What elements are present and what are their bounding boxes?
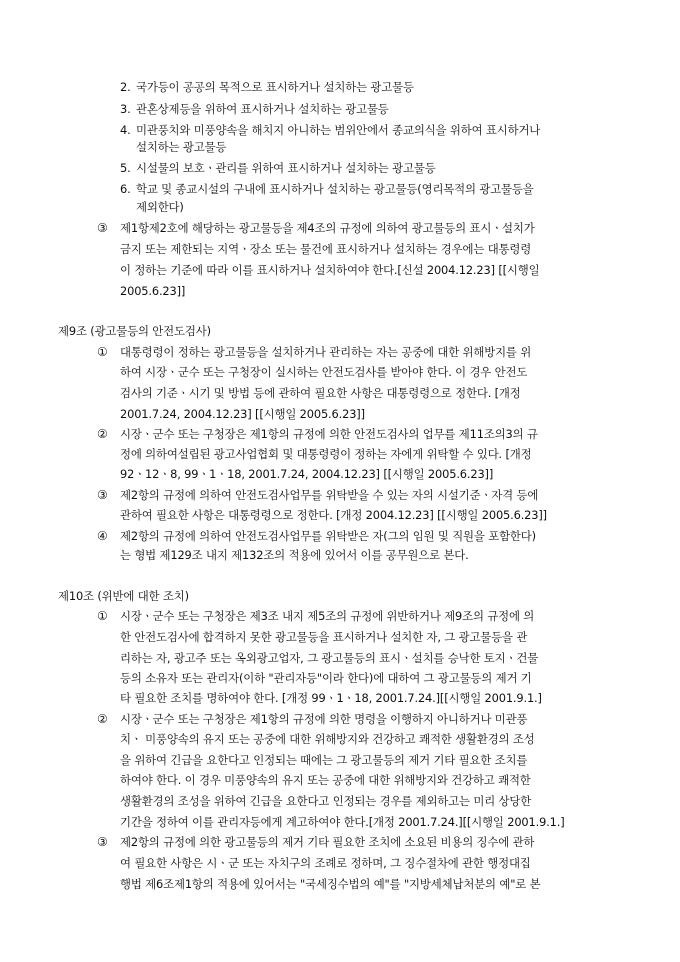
paragraph-line: 정에 의하여설립된 광고사업협회 및 대통령령이 정하는 자에게 위탁할 수 있다. [개정 bbox=[120, 447, 532, 461]
paragraph-line: 한 안전도검사에 합격하지 못한 광고물등을 표시하거나 설치한 자, 그 광고물등을 관 bbox=[120, 630, 528, 644]
paragraph-line: 대통령령이 정하는 광고물등을 설치하거나 관리하는 자는 공중에 대한 위해방지를 위 bbox=[120, 345, 532, 359]
paragraph-line: 시장ㆍ군수 또는 구청장은 제1항의 규정에 의한 안전도검사의 업무를 제11조의3의 규 bbox=[120, 427, 538, 441]
paragraph-line: 2001.7.24, 2004.12.23] [[시행일 2005.6.23]] bbox=[120, 407, 365, 421]
paragraph-line: 제2항의 규정에 의한 광고물등의 제거 기타 필요한 조치에 소요된 비용의 징수에 관하 bbox=[120, 835, 535, 849]
paragraph-mark: ④ bbox=[97, 529, 108, 543]
paragraph-line: 리하는 자, 광고주 또는 옥외광고업자, 그 광고물등의 표시ㆍ설치를 승낙한 토지ㆍ건물 bbox=[120, 651, 539, 665]
paragraph-line: 시장ㆍ군수 또는 구청장은 제3조 내지 제5조의 규정에 위반하거나 제9조의 규정에 의 bbox=[120, 609, 535, 623]
list-item: 6. 학교 및 종교시설의 구내에 표시하거나 설치하는 광고물등(영리목적의 광고물등을 bbox=[120, 182, 534, 196]
paragraph-mark: ③ bbox=[97, 488, 108, 502]
article-9-title: 제9조 (광고물등의 안전도검사) bbox=[58, 324, 211, 338]
paragraph-line: 행법 제6조제1항의 적용에 있어서는 "국세징수법의 예"를 "지방세체납처분의 예"로 본 bbox=[120, 877, 541, 891]
list-item: 5. 시설물의 보호ㆍ관리를 위하여 표시하거나 설치하는 광고물등 bbox=[120, 161, 436, 175]
paragraph-mark: ② bbox=[97, 712, 108, 726]
paragraph-line: 을 위하여 긴급을 요한다고 인정되는 때에는 그 광고물등의 제거 기타 필요한 조치를 bbox=[120, 753, 528, 767]
paragraph-mark: ② bbox=[97, 427, 108, 441]
paragraph-mark: ③ bbox=[97, 835, 108, 849]
paragraph-line: 하여 시장ㆍ군수 또는 구청장이 실시하는 안전도검사를 받아야 한다. 이 경우 안전도 bbox=[120, 365, 528, 379]
paragraph-mark: ① bbox=[97, 345, 108, 359]
paragraph-line: 하여야 한다. 이 경우 미풍양속의 유지 또는 공중에 대한 위해방지와 건강하고 쾌적한 bbox=[120, 773, 531, 787]
paragraph-line: 2005.6.23]] bbox=[120, 284, 186, 298]
list-item: 4. 미관풍치와 미풍양속을 해치지 아니하는 범위안에서 종교의식을 위하여 표시하거나 bbox=[120, 123, 541, 137]
list-item-continuation: 설치하는 광고물등 bbox=[136, 140, 227, 154]
paragraph-line: 타 필요한 조치를 명하여야 한다. [개정 99ㆍ1ㆍ18, 2001.7.24.][[시행일 2001.9.1.] bbox=[120, 691, 542, 705]
paragraph-line: 여 필요한 사항은 시ㆍ군 또는 자치구의 조례로 정하며, 그 징수절차에 관한 행정대집 bbox=[120, 856, 531, 870]
paragraph-line: 등의 소유자 또는 관리자(이하 "관리자등"이라 한다)에 대하여 그 광고물등의 제거 기 bbox=[120, 671, 532, 685]
paragraph-line: 생활환경의 조성을 위하여 긴급을 요한다고 인정되는 경우를 제외하고는 미리 상당한 bbox=[120, 794, 532, 808]
paragraph-line: 는 형법 제129조 내지 제132조의 적용에 있어서 이를 공무원으로 본다. bbox=[120, 548, 469, 562]
list-item: 2. 국가등이 공공의 목적으로 표시하거나 설치하는 광고물등 bbox=[120, 80, 414, 94]
paragraph-mark: ③ bbox=[97, 221, 108, 235]
paragraph-line: 제1항제2호에 해당하는 광고물등을 제4조의 규정에 의하여 광고물등의 표시ㆍ설치가 bbox=[120, 221, 535, 235]
paragraph-line: 제2항의 규정에 의하여 안전도검사업무를 위탁받을 수 있는 자의 시설기준ㆍ자격 등에 bbox=[120, 488, 539, 502]
paragraph-line: 제2항의 규정에 의하여 안전도검사업무를 위탁받은 자(그의 임원 및 직원을 포함한다) bbox=[120, 529, 536, 543]
list-item: 3. 관혼상제등을 위하여 표시하거나 설치하는 광고물등 bbox=[120, 102, 389, 116]
paragraph-line: 기간을 정하여 이를 관리자등에게 계고하여야 한다.[개정 2001.7.24.][[시행일 2001.9.1.] bbox=[120, 815, 565, 829]
paragraph-line: 치ㆍ 미풍양속의 유지 또는 공중에 대한 위해방지와 건강하고 쾌적한 생활환경의 조성 bbox=[120, 732, 535, 746]
paragraph-mark: ① bbox=[97, 609, 108, 623]
paragraph-line: 92ㆍ12ㆍ8, 99ㆍ1ㆍ18, 2001.7.24, 2004.12.23] [[시행일 2005.6.23]] bbox=[120, 467, 494, 481]
paragraph-line: 관하여 필요한 사항은 대통령령으로 정한다. [개정 2004.12.23] [[시행일 2005.6.23]] bbox=[120, 508, 547, 522]
paragraph-line: 금지 또는 제한되는 지역ㆍ장소 또는 물건에 표시하거나 설치하는 경우에는 대통령령 bbox=[120, 242, 532, 256]
paragraph-line: 시장ㆍ군수 또는 구청장은 제1항의 규정에 의한 명령을 이행하지 아니하거나 미관풍 bbox=[120, 712, 528, 726]
paragraph-line: 검사의 기준ㆍ시기 및 방법 등에 관하여 필요한 사항은 대통령령으로 정한다. [개정 bbox=[120, 386, 521, 400]
paragraph-line: 이 정하는 기준에 따라 이를 표시하거나 설치하여야 한다.[신설 2004.12.23] [[시행일 bbox=[120, 263, 540, 277]
list-item-continuation: 제외한다) bbox=[136, 200, 184, 214]
article-10-title: 제10조 (위반에 대한 조치) bbox=[58, 589, 189, 603]
